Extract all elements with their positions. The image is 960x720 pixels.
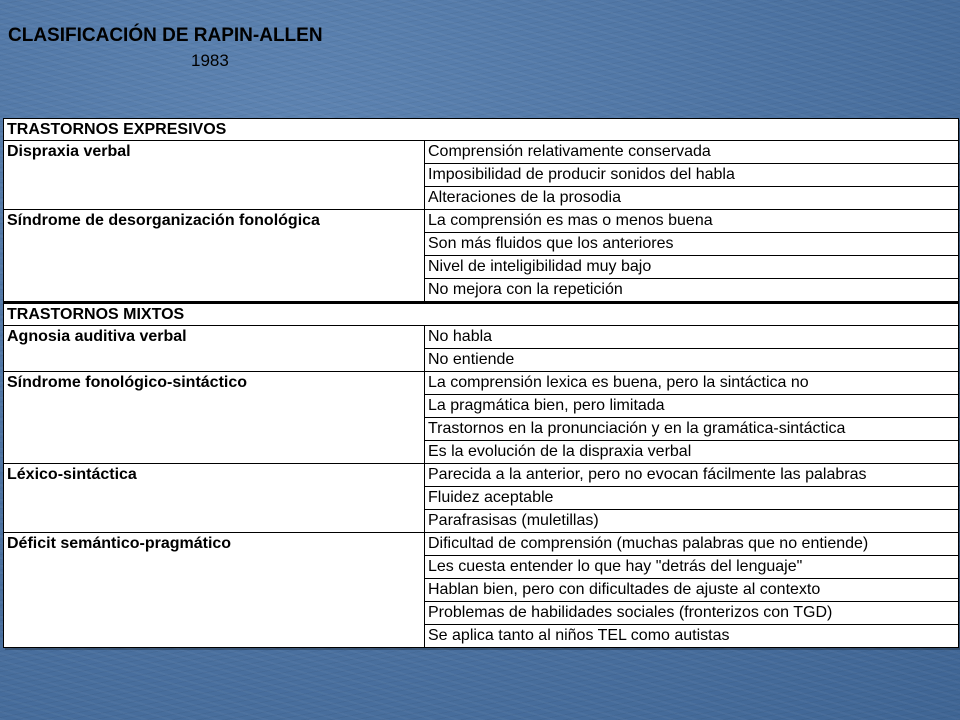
section-row — [4, 119, 959, 141]
disorder-characteristic: Fluidez aceptable — [425, 487, 959, 510]
disorder-characteristic: La comprensión es mas o menos buena — [425, 210, 959, 233]
disorder-characteristic: Nivel de inteligibilidad muy bajo — [425, 256, 959, 279]
disorder-name: Déficit semántico-pragmático — [4, 533, 425, 648]
disorder-name: Dispraxia verbal — [4, 141, 425, 210]
disorder-characteristic: Parafrasisas (muletillas) — [425, 510, 959, 533]
slide-title: CLASIFICACIÓN DE RAPIN-ALLEN — [8, 25, 323, 46]
disorder-characteristic: Parecida a la anterior, pero no evocan fácilmente las palabras — [425, 464, 959, 487]
disorder-characteristic: Son más fluidos que los anteriores — [425, 233, 959, 256]
disorder-characteristic: Dificultad de comprensión (muchas palabras que no entiende) — [425, 533, 959, 556]
disorder-characteristic: Comprensión relativamente conservada — [425, 141, 959, 164]
table-row — [4, 464, 959, 487]
section-heading: TRASTORNOS EXPRESIVOS — [4, 119, 959, 141]
classification-table-body — [4, 119, 959, 648]
table-row — [4, 533, 959, 556]
disorder-characteristic: No entiende — [425, 349, 959, 372]
section-heading: TRASTORNOS MIXTOS — [4, 303, 959, 326]
disorder-characteristic: Problemas de habilidades sociales (fronterizos con TGD) — [425, 602, 959, 625]
disorder-characteristic: No habla — [425, 326, 959, 349]
disorder-characteristic: Imposibilidad de producir sonidos del habla — [425, 164, 959, 187]
slide-year: 1983 — [191, 51, 229, 70]
table-row — [4, 372, 959, 395]
table-row — [4, 326, 959, 349]
disorder-name: Síndrome fonológico-sintáctico — [4, 372, 425, 464]
table-row — [4, 210, 959, 233]
disorder-name: Agnosia auditiva verbal — [4, 326, 425, 372]
section-row — [4, 303, 959, 326]
disorder-characteristic: Alteraciones de la prosodia — [425, 187, 959, 210]
disorder-name: Síndrome de desorganización fonológica — [4, 210, 425, 303]
disorder-name: Léxico-sintáctica — [4, 464, 425, 533]
disorder-characteristic: Es la evolución de la dispraxia verbal — [425, 441, 959, 464]
classification-table — [3, 118, 959, 648]
disorder-characteristic: Hablan bien, pero con dificultades de ajuste al contexto — [425, 579, 959, 602]
disorder-characteristic: Se aplica tanto al niños TEL como autistas — [425, 625, 959, 648]
disorder-characteristic: La comprensión lexica es buena, pero la sintáctica no — [425, 372, 959, 395]
disorder-characteristic: La pragmática bien, pero limitada — [425, 395, 959, 418]
table-row — [4, 141, 959, 164]
disorder-characteristic: Les cuesta entender lo que hay "detrás del lenguaje" — [425, 556, 959, 579]
disorder-characteristic: No mejora con la repetición — [425, 279, 959, 303]
disorder-characteristic: Trastornos en la pronunciación y en la gramática-sintáctica — [425, 418, 959, 441]
